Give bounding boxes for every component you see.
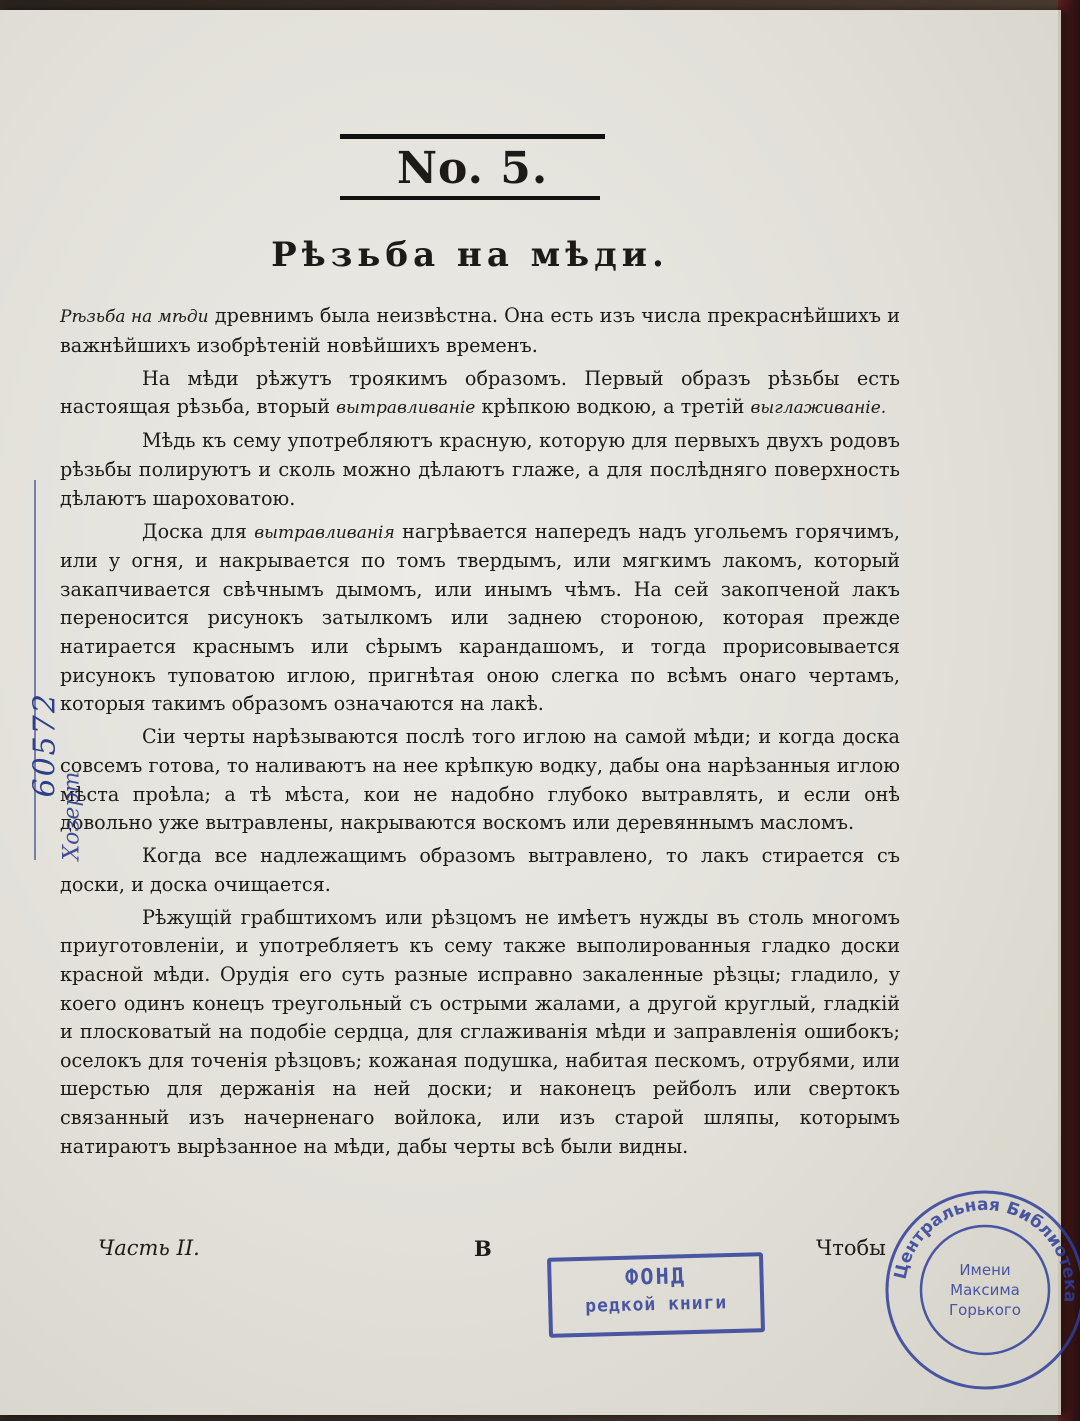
round-stamp-inner-line2: Максима	[950, 1281, 1020, 1299]
footer-part-number: Часть II.	[98, 1236, 200, 1260]
text-run: Когда все надлежащимъ образомъ вытравлено, то лакъ стирается съ доски, и доска очищается.	[60, 844, 900, 896]
library-round-stamp	[880, 1185, 1080, 1395]
text-run: Мѣдь къ сему употребляютъ красную, которую для первыхъ двухъ родовъ рѣзьбы полируютъ и сколь можно дѣлаютъ глаже, а для послѣдняго поверхность дѣлаютъ шароховатою.	[60, 429, 900, 510]
paragraph	[60, 518, 900, 719]
round-stamp-outer-text: Центральная Библиотека	[890, 1194, 1080, 1304]
issue-number: No. 5.	[396, 143, 549, 194]
fund-stamp-line2: редкой книги	[584, 1292, 728, 1317]
footer-catchword: Чтобы	[816, 1236, 886, 1260]
text-run: Доска для	[142, 519, 255, 543]
text-run: На мѣди рѣжутъ троякимъ образомъ. Первый образъ рѣзьбы есть настоящая рѣзьба, вторый	[60, 366, 900, 419]
title-rule-top	[340, 134, 605, 139]
paragraph	[60, 904, 900, 1161]
paragraph	[60, 842, 900, 899]
italic-term: вытравливанiя	[254, 522, 395, 543]
text-run: Сiи черты нарѣзываются послѣ того иглою на самой мѣди; и когда доска совсемъ готова, то наливаютъ на нее крѣпкую водку, дабы она нарѣзанныя иглою мѣста проѣла; а тѣ мѣста, кои не надобно глубоко вытравлять, и если онѣ довольно уже вытравлены, накрываются воскомъ или деревяннымъ масломъ.	[60, 725, 900, 835]
paragraph	[60, 723, 900, 837]
round-stamp-inner-line1: Имени	[959, 1261, 1011, 1279]
text-run: нагрѣвается напередъ надъ угольемъ горячимъ, или у огня, и накрывается по томъ твердымъ, или мягкимъ лакомъ, который закапчивается свѣчнымъ дымомъ, или инымъ чѣмъ. На сей закопченой лакъ переносится рисунокъ затылкомъ или заднею стороною, которая прежде натирается краснымъ или сѣрымъ карандашомъ, и тогда прорисовывается рисунокъ туповатою иглою, пригнѣтая оною слегка по всѣмъ онаго чертамъ, которыя такимъ образомъ означаются на лакѣ.	[60, 519, 900, 716]
italic-term: Рѣзьба на мѣди	[60, 307, 209, 327]
handwritten-note: Хозерт	[59, 771, 85, 861]
footer-signature-mark: В	[474, 1236, 492, 1261]
fund-stamp-line1: ФОНД	[624, 1264, 687, 1291]
page	[0, 10, 1080, 1415]
paragraph	[60, 365, 900, 423]
handwritten-shelfmark: 60572	[27, 692, 63, 798]
article-title: Рѣзьба на мѣди.	[271, 235, 669, 275]
italic-term: вытравливанiе	[336, 398, 476, 419]
paragraph	[60, 427, 900, 513]
italic-term: выглаживанiе.	[750, 398, 887, 419]
article-body	[60, 302, 900, 1166]
text-run: крѣпкою водкою, а третiй	[475, 395, 751, 419]
text-run: древнимъ была неизвѣстна. Она есть изъ числа прекраснѣйшихъ и важнѣйшихъ изобрѣтенiй новѣйшихъ временъ.	[60, 304, 900, 357]
round-stamp-inner-line3: Горького	[949, 1301, 1021, 1319]
text-run: Рѣжущiй грабштихомъ или рѣзцомъ не имѣетъ нужды въ столь многомъ приуготовленiи, и употребляетъ къ сему также выполированныя гладко доски красной мѣди. Орудiя его суть разные исправно закаленные рѣзцы; гладило, у коего одинъ конецъ треугольный съ острыми жалами, а другой круглый, гладкiй и плосковатый на подобiе сердца, для сглаживанiя мѣди и заправленiя ошибокъ; оселокъ для точенiя рѣзцовъ; кожаная подушка, набитая пескомъ, отрубями, или шерстью для держанiя на ней доски; и наконецъ рейболъ или свертокъ связанный изъ начерненаго войлока, или изъ старой шляпы, которымъ натираютъ вырѣзанное на мѣди, дабы черты всѣ были видны.	[60, 905, 900, 1158]
fund-stamp	[547, 1252, 765, 1338]
paragraph	[60, 302, 900, 360]
title-rule-bottom	[340, 196, 600, 200]
